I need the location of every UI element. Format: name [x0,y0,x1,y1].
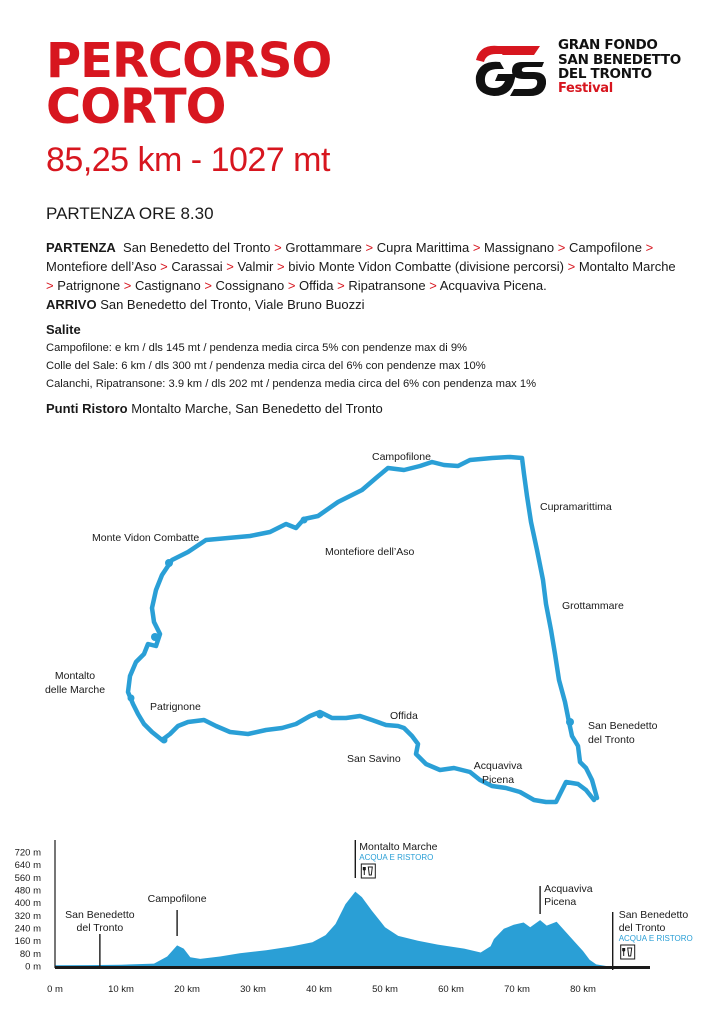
route-stop: Acquaviva Picena. [439,278,547,293]
water-food-icon [621,945,635,959]
map-label-sbt-2: del Tronto [588,734,635,746]
title-line-1: PERCORSO [46,33,332,89]
route-stop: San Benedetto del Tronto [123,240,271,255]
route-separator: > [222,259,238,274]
logo-line-1: GRAN FONDO [558,37,658,53]
map-label-acquaviva-1: Acquaviva [473,760,523,772]
route-separator: > [469,240,485,255]
map-label-montalto-1: Montalto [54,670,96,682]
climbs-heading: Salite [46,322,81,337]
route-separator: > [641,240,654,255]
annotation-sub: ACQUA E RISTORO [618,934,693,943]
elevation-profile-chart [0,830,717,1024]
map-label-sbt-1: San Benedetto [588,720,658,732]
x-tick-label: 60 km [438,984,464,995]
route-stop: Valmir [237,259,274,274]
climb-item: Colle del Sale: 6 km / dls 300 mt / pendenza media circa del 6% con pendenze max 10% [46,360,486,372]
page-title [46,33,332,135]
y-tick-label: 80 m [19,948,41,960]
map-label-offida: Offida [390,710,418,722]
map-label-acquaviva-2: Picena [481,774,515,786]
annotation-label: Acquaviva [544,883,593,895]
annotation-label: del Tronto [76,922,124,934]
x-axis-baseline [55,966,650,969]
route-description [46,238,686,314]
route-separator: > [270,240,286,255]
route-stop: Grottammare [285,240,362,255]
route-separator: > [554,240,569,255]
map-label-cupramarittima: Cupramarittima [540,501,612,513]
annotation-label: San Benedetto [65,909,135,921]
y-tick-label: 480 m [14,885,41,897]
ristoro-text: Montalto Marche, San Benedetto del Tronto [131,401,383,416]
x-tick-label: 10 km [108,984,134,995]
map-label-montalto-2: delle Marche [44,684,106,696]
map-label-patrignone: Patrignone [150,701,201,713]
annotation-label: del Tronto [618,922,666,934]
x-tick-label: 70 km [504,984,530,995]
route-stop: Castignano [134,278,201,293]
logo-line-2: SAN BENEDETTO [558,51,681,68]
glass-icon [628,948,632,956]
distance-elevation: 85,25 km - 1027 mt [46,141,330,179]
refreshment-points [46,401,383,416]
route-separator: > [120,278,135,293]
annotation-label: Montalto Marche [359,841,438,853]
y-tick-label: 720 m [14,847,41,859]
partenza-label: PARTENZA [46,240,116,255]
water-food-icon [361,864,375,878]
climb-item: Calanchi, Ripatransone: 3.9 km / dls 202 mt / pendenza media circa del 6% con pendenza max 1% [46,378,537,390]
annotation-label: Picena [544,896,577,908]
annotation-label: San Benedetto [618,909,689,921]
route-stop: bivio Monte Vidon Combatte (divisione percorsi) [288,259,564,274]
x-axis-ticks [47,984,596,995]
y-tick-label: 240 m [14,923,41,935]
annotation-sub: ACQUA E RISTORO [359,853,434,862]
glass-icon [368,867,372,875]
route-stop: Cupra Marittima [376,240,470,255]
route-separator: > [361,240,377,255]
logo-line-3: DEL TRONTO [558,66,652,82]
map-label-campofilone: Campofilone [372,451,431,463]
route-separator: > [46,278,58,293]
annotation-label: Campofilone [147,893,207,905]
x-tick-label: 50 km [372,984,398,995]
route-stop: Cossignano [215,278,285,293]
map-label-grottammare: Grottammare [562,600,624,612]
x-tick-label: 20 km [174,984,200,995]
route-separator: > [425,278,440,293]
ristoro-label: Punti Ristoro [46,401,128,416]
elevation-area [55,892,618,966]
route-stop: Campofilone [568,240,642,255]
x-tick-label: 80 km [570,984,596,995]
map-label-monte-vidon: Monte Vidon Combatte [92,532,200,544]
route-separator: > [564,259,579,274]
y-axis-ticks [15,848,41,973]
route-stop: Carassai [171,259,223,274]
route-separator: > [284,278,300,293]
route-stop: Patrignone [57,278,121,293]
route-separator: > [156,259,172,274]
x-tick-label: 30 km [240,984,266,995]
route-separator: > [273,259,289,274]
title-line-2: CORTO [46,79,226,135]
logo-line-4: Festival [558,80,613,96]
route-separator: > [200,278,216,293]
x-tick-label: 0 m [47,984,63,995]
route-path [128,457,597,802]
arrivo-text: San Benedetto del Tronto, Viale Bruno Buozzi [100,297,365,312]
route-stop: Massignano [484,240,555,255]
climbs-section [46,321,686,393]
arrivo-label: ARRIVO [46,297,97,312]
route-stop: Ripatransone [348,278,426,293]
y-tick-label: 400 m [14,898,41,910]
logo-text [558,38,681,96]
y-tick-label: 160 m [14,936,41,948]
route-map [0,440,717,820]
start-time: PARTENZA ORE 8.30 [46,204,214,223]
x-tick-label: 40 km [306,984,332,995]
fork-icon [623,948,625,956]
route-stops [46,240,676,293]
y-tick-label: 560 m [14,872,41,884]
route-stop: Offida [299,278,334,293]
climb-item: Campofilone: e km / dls 145 mt / pendenza media circa 5% con pendenze max di 9% [46,342,468,354]
route-stop: Montefiore dell’Aso [46,259,157,274]
map-label-montefiore: Montefiore dell’Aso [325,546,415,558]
route-stop: Montalto Marche [578,259,676,274]
fork-icon [363,867,365,875]
gs-logo-icon [470,38,554,100]
y-tick-label: 640 m [14,860,41,872]
y-tick-label: 320 m [14,910,41,922]
event-logo [470,38,700,102]
map-label-san-savino: San Savino [347,753,401,765]
y-tick-label: 0 m [25,961,41,973]
route-separator: > [333,278,349,293]
